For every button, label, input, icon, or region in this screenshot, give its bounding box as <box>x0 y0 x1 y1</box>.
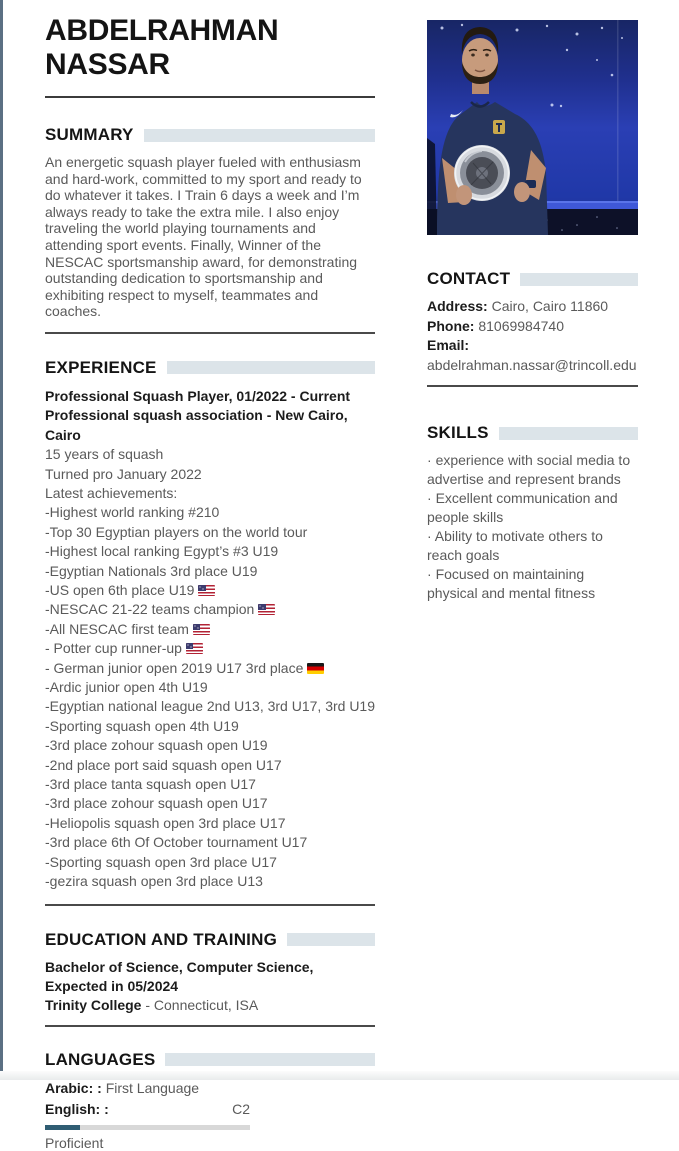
bullet-glyph: · <box>427 490 432 507</box>
languages-list <box>45 1078 375 1151</box>
experience-section-title: EXPERIENCE <box>45 357 157 377</box>
achievement-line: -Egyptian Nationals 3rd place U19 <box>45 562 258 579</box>
address-label: Address: <box>427 298 488 314</box>
education-section-header <box>45 930 375 950</box>
skills-section-header <box>427 423 638 443</box>
email-label: Email: <box>427 337 470 354</box>
resume-main-column <box>45 14 375 1151</box>
language-proficiency-bar-track <box>45 1125 250 1130</box>
education-section-title: EDUCATION AND TRAINING <box>45 929 277 949</box>
section-divider <box>45 332 375 334</box>
profile-photo <box>427 20 638 235</box>
achievement-line: -3rd place zohour squash open U17 <box>45 795 268 812</box>
section-title-bar <box>167 361 375 374</box>
summary-section-header <box>45 125 375 145</box>
country-flag-icon <box>307 663 324 674</box>
achievement-line: -3rd place tanta squash open U17 <box>45 776 256 793</box>
job-title: Professional Squash Player <box>45 387 229 404</box>
degree-line: Bachelor of Science, Computer Science, Expected in 05/2024 <box>45 958 314 994</box>
languages-section-header <box>45 1050 375 1070</box>
page-left-accent-border <box>0 0 3 1080</box>
school-line <box>45 996 375 1015</box>
summary-section-title: SUMMARY <box>45 125 134 144</box>
achievement-line: -Ardic junior open 4th U19 <box>45 679 208 696</box>
contact-section-title: CONTACT <box>427 269 511 288</box>
section-title-bar <box>287 933 375 946</box>
experience-section-header <box>45 358 375 378</box>
experience-detail-line: Latest achievements: <box>45 484 178 501</box>
school-location: - Connecticut, ISA <box>141 997 259 1014</box>
skills-list <box>427 451 638 603</box>
job-dates: , 01/2022 - Current <box>228 387 351 404</box>
experience-detail-line: Turned pro January 2022 <box>45 465 202 482</box>
language-label: Arabic: : <box>45 1079 102 1096</box>
employer-line <box>45 406 375 445</box>
skills-section-title: SKILLS <box>427 423 489 443</box>
phone-label: Phone: <box>427 317 475 334</box>
country-flag-icon <box>193 624 210 635</box>
resume-side-column <box>427 20 638 603</box>
job-title-line <box>45 387 375 406</box>
achievement-line: -Sporting squash open 3rd place U17 <box>45 853 277 870</box>
language-proficiency-label: Proficient <box>45 1134 104 1151</box>
achievement-line: -gezira squash open 3rd place U13 <box>45 873 263 890</box>
achievement-line: -Top 30 Egyptian players on the world tour <box>45 523 308 540</box>
achievement-line: -Highest local ranking Egypt’s #3 U19 <box>45 543 279 560</box>
achievement-line: -3rd place 6th Of October tournament U17 <box>45 834 308 851</box>
country-flag-icon <box>198 585 215 596</box>
contact-email-row <box>427 336 638 356</box>
skill-item: · experience with social media to advertise and represent brands <box>427 452 631 488</box>
country-flag-icon <box>258 604 275 615</box>
achievement-line: - German junior open 2019 U17 3rd place <box>45 659 375 678</box>
experience-detail-line: 15 years of squash <box>45 446 164 463</box>
contact-phone-row <box>427 317 638 337</box>
achievement-line: -3rd place zohour squash open U19 <box>45 737 268 754</box>
phone-value: 81069984740 <box>478 317 564 334</box>
language-level: C2 <box>232 1100 250 1117</box>
employer-location: - New Cairo, Cairo <box>45 407 348 443</box>
section-divider <box>427 385 638 387</box>
achievement-line: -NESCAC 21-22 teams champion <box>45 600 375 619</box>
languages-section-title: LANGUAGES <box>45 1049 156 1069</box>
language-row-arabic <box>45 1078 375 1099</box>
language-label: English: : <box>45 1100 109 1117</box>
bullet-glyph: · <box>427 528 432 545</box>
language-value: First Language <box>105 1079 200 1096</box>
contact-section-header <box>427 269 638 289</box>
achievement-line: -Highest world ranking #210 <box>45 504 220 521</box>
achievement-line: -2nd place port said squash open U17 <box>45 756 282 773</box>
section-title-bar <box>520 273 638 286</box>
achievement-line: -Egyptian national league 2nd U13, 3rd U17, 3rd U19 <box>45 698 375 715</box>
section-divider <box>45 904 375 906</box>
education-entry <box>45 958 375 1016</box>
employer-name: Professional squash association <box>45 407 263 424</box>
page-title: ABDELRAHMAN NASSAR <box>45 14 279 81</box>
language-row-english <box>45 1099 250 1120</box>
achievement-line: -Sporting squash open 4th U19 <box>45 717 239 734</box>
section-title-bar <box>499 427 638 440</box>
skill-item: · Focused on maintaining physical and mental fitness <box>427 566 596 602</box>
bullet-glyph: · <box>427 566 432 583</box>
language-proficiency-bar-fill <box>45 1125 80 1130</box>
experience-entry <box>45 387 375 892</box>
skill-item: · Ability to motivate others to reach goals <box>427 528 603 564</box>
section-title-bar <box>165 1053 375 1066</box>
section-title-bar <box>144 129 375 142</box>
skill-item: · Excellent communication and people skills <box>427 490 618 526</box>
email-link[interactable]: abdelrahman.nassar@trincoll.edu <box>427 356 637 373</box>
glass-panel-joint <box>617 20 619 208</box>
school-name: Trinity College <box>45 997 142 1014</box>
achievement-line: -Heliopolis squash open 3rd place U17 <box>45 814 286 831</box>
name-underline-divider <box>45 96 375 98</box>
summary-text: An energetic squash player fueled with enthusiasm and hard-work, committed to my sport and ready to do whatever it takes. I Train 6 days a week and I’m always ready to take the extra mile. I also enjoy traveling the world playing tournaments and attending sport events. Finally, Winner of the NESCAC sportsmanship award, for demonstrating outstanding dedication to sportsmanship and exhibiting respect to myself, teammates and coaches. <box>45 154 362 320</box>
contact-address-row <box>427 297 638 317</box>
country-flag-icon <box>186 643 203 654</box>
section-divider <box>45 1025 375 1027</box>
bullet-glyph: · <box>427 452 432 469</box>
contact-list <box>427 297 638 375</box>
achievement-line: -All NESCAC first team <box>45 620 375 639</box>
address-value: Cairo, Cairo 11860 <box>491 298 609 314</box>
page-bottom-edge <box>0 1071 679 1080</box>
achievement-line: -US open 6th place U19 <box>45 581 375 600</box>
achievement-line: - Potter cup runner-up <box>45 639 375 658</box>
